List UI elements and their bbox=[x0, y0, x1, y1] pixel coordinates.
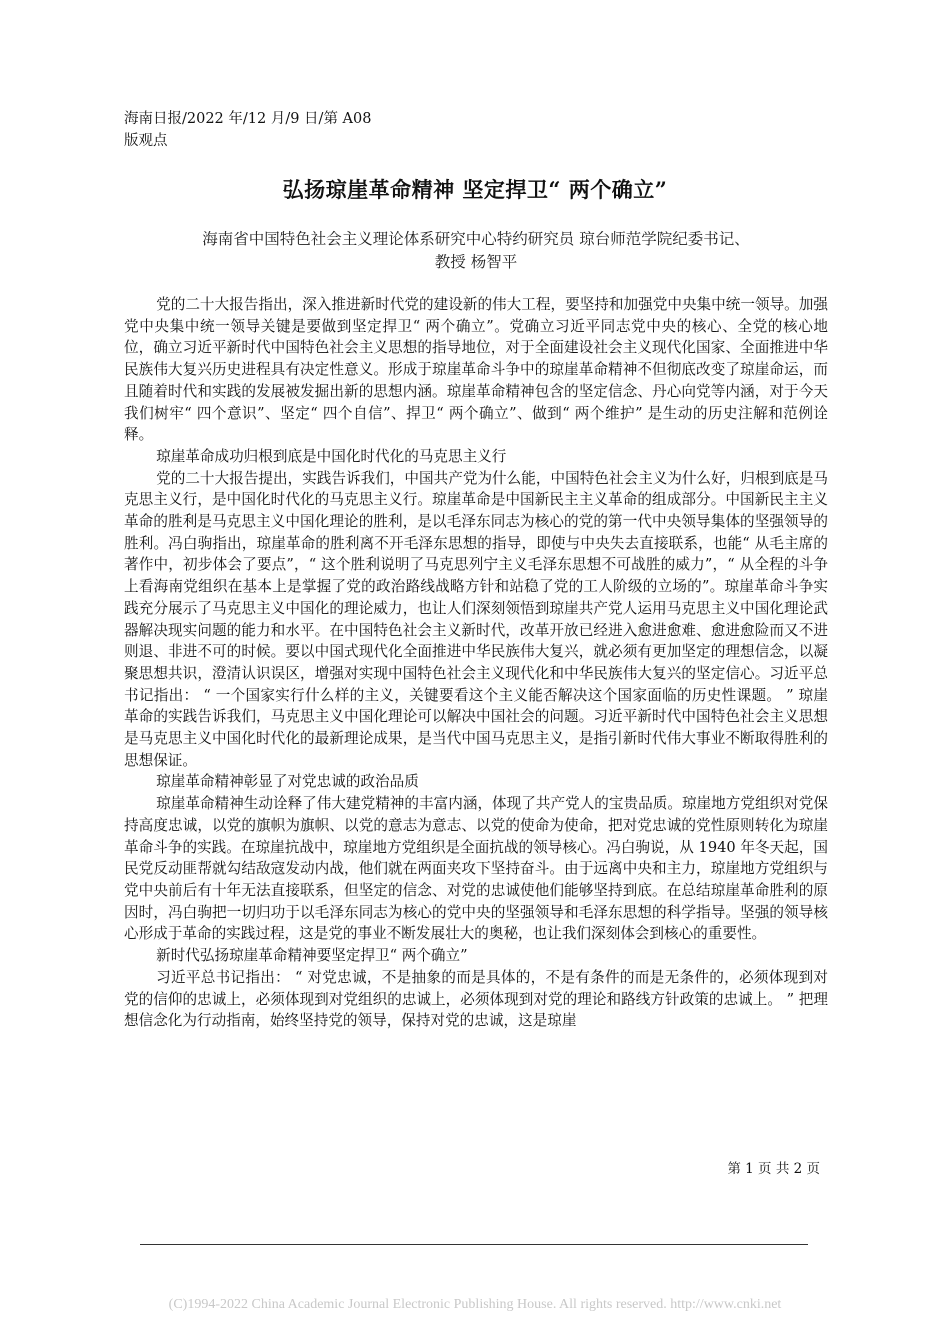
paragraph: 琼崖革命精神生动诠释了伟大建党精神的丰富内涵，体现了共产党人的宝贵品质。琼崖地方党组织对党保持高度忠诚，以党的旗帜为旗帜、以党的意志为意志、以党的使命为使命，把对党忠诚的党性原则转化为琼崖革命斗争的实践。在琼崖抗战中，琼崖地方党组织是全面抗战的领导核心。冯白驹说，从 1940 年冬天起，国民党反动匪帮就勾结敌寇发动内战，他们就在两面夹攻下坚持奋斗。由于远离中央和主力，琼崖地方党组织与党中央前后有十年无法直接联系，但坚定的信念、对党的忠诚使他们能够坚持到底。在总结琼崖革命胜利的原因时，冯白驹把一切归功于以毛泽东同志为核心的党中央的坚强领导和毛泽东思想的科学指导。坚强的领导核心形成于革命的实践过程，这是党的事业不断发展壮大的奥秘，也让我们深刻体会到核心的重要性。 bbox=[124, 795, 828, 943]
paragraph: 党的二十大报告指出，深入推进新时代党的建设新的伟大工程，要坚持和加强党中央集中统一领导。加强党中央集中统一领导关键是要做到坚定捍卫“ 两个确立”。党确立习近平同志党中央的核心、全党的核心地位，确立习近平新时代中国特色社会主义思想的指导地位，对于全面建设社会主义现代化国家、全面推进中华民族伟大复兴历史进程具有决定性意义。形成于琼崖革命斗争中的琼崖革命精神不但彻底改变了琼崖命运，而且随着时代和实践的发展被发掘出新的思想内涵。琼崖革命精神包含的坚定信念、丹心向党等内涵，对于今天我们树牢“ 四个意识”、坚定“ 四个自信”、捍卫“ 两个确立”、做到“ 两个维护” 是生动的历史注解和范例诠释。 bbox=[124, 296, 828, 444]
author-line-1: 海南省中国特色社会主义理论体系研究中心特约研究员 琼台师范学院纪委书记、 bbox=[202, 230, 750, 248]
paragraph: 习近平总书记指出： “ 对党忠诚，不是抽象的而是具体的，不是有条件的而是无条件的，必须体现到对党的信仰的忠诚上，必须体现到对党组织的忠诚上，必须体现到对党的理论和路线方针政策的忠诚上。 ” 把理想信念化为行动指南，始终坚持党的领导，保持对党的忠诚，这是琼崖 bbox=[124, 968, 828, 1030]
copyright-footer: (C)1994-2022 China Academic Journal Electronic Publishing House. All rights reserved. http://www.cnki.net bbox=[168, 1297, 782, 1312]
paragraph: 党的二十大报告提出，实践告诉我们，中国共产党为什么能，中国特色社会主义为什么好，归根到底是马克思主义行，是中国化时代化的马克思主义行。琼崖革命是中国新民主主义革命的组成部分。中国新民主主义革命的胜利是马克思主义中国化理论的胜利，是以毛泽东同志为核心的党的第一代中央领导集体的坚强领导的胜利。冯白驹指出，琼崖革命的胜利离不开毛泽东思想的指导，即使与中央失去直接联系，也能“ 从毛主席的著作中，初步体会了要点”，“ 这个胜利说明了马克思列宁主义毛泽东思想不可战胜的威力”，“ 从全程的斗争上看海南党组织在基本上是掌握了党的政治路线战略方针和站稳了党的工人阶级的立场的”。琼崖革命斗争实践充分展示了马克思主义中国化的理论威力，也让人们深刻领悟到琼崖共产党人运用马克思主义中国化理论武器解决现实问题的能力和水平。在中国特色社会主义新时代，改革开放已经进入愈进愈难、愈进愈险而又不进则退、非进不可的时候。要以中国式现代化全面推进中华民族伟大复兴，就必须有更加坚定的理想信念，以凝聚思想共识，澄清认识误区，增强对实现中国特色社会主义现代化和中华民族伟大复兴的坚定信心。习近平总书记指出： “ 一个国家实行什么样的主义，关键要看这个主义能否解决这个国家面临的历史性课题。 ” 琼崖革命的实践告诉我们，马克思主义中国化理论可以解决中国社会的问题。习近平新时代中国特色社会主义思想是马克思主义中国化时代化的最新理论成果，是当代中国马克思主义，是指引新时代伟大事业不断取得胜利的思想保证。 bbox=[124, 469, 828, 769]
author-info bbox=[124, 228, 828, 274]
author-line-2: 教授 杨智平 bbox=[434, 253, 518, 271]
source-info bbox=[124, 108, 424, 152]
article-title: 弘扬琼崖革命精神 坚定捍卫“ 两个确立” bbox=[282, 177, 668, 202]
section-heading: 琼崖革命精神彰显了对党忠诚的政治品质 bbox=[156, 773, 419, 791]
source-line-1: 海南日报/2022 年/12 月/9 日/第 A08 bbox=[124, 111, 372, 127]
footer-divider bbox=[140, 1244, 808, 1245]
section-heading: 新时代弘扬琼崖革命精神要坚定捍卫“ 两个确立” bbox=[156, 947, 468, 965]
article-body bbox=[124, 294, 828, 1032]
section-heading: 琼崖革命成功归根到底是中国化时代化的马克思主义行 bbox=[156, 447, 507, 465]
page-number: 第 1 页 共 2 页 bbox=[727, 1161, 820, 1177]
source-line-2: 版观点 bbox=[124, 133, 168, 149]
